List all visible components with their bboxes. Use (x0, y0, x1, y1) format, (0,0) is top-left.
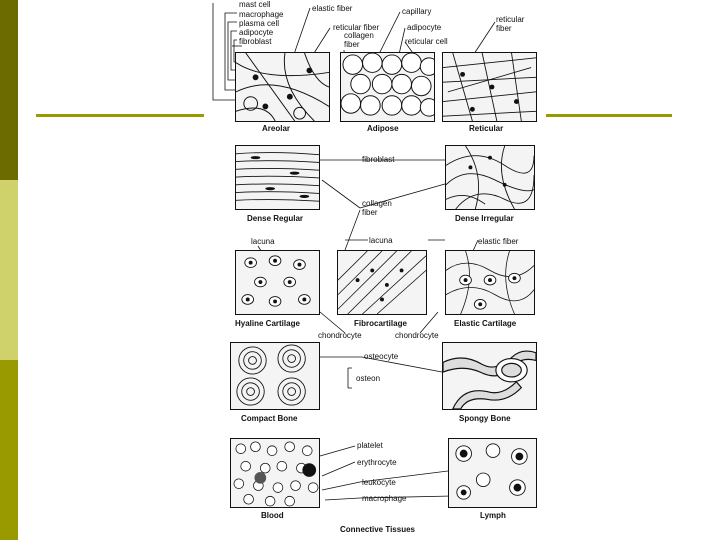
caption-hyaline-cartilage: Hyaline Cartilage (235, 319, 300, 328)
label-elastic-fiber-cartilage: elastic fiber (478, 237, 519, 246)
panel-elastic-cartilage (445, 250, 535, 315)
label-adipocyte: adipocyte (239, 28, 274, 37)
panel-spongy-bone (442, 342, 537, 410)
panel-dense-irregular (445, 145, 535, 210)
label-macrophage: macrophage (239, 10, 284, 19)
label-reticular-cell: reticular cell (405, 37, 448, 46)
caption-elastic-cartilage: Elastic Cartilage (454, 319, 517, 328)
label-osteon: osteon (356, 374, 381, 383)
label-erythrocyte: erythrocyte (357, 458, 397, 467)
label-adipocyte-2: adipocyte (407, 23, 442, 32)
label-lacuna-1: lacuna (251, 237, 275, 246)
label-collagen-fiber-top: collagen fiber (344, 31, 374, 49)
label-lacuna-2: lacuna (369, 236, 393, 245)
label-collagen-fiber-mid: collagen fiber (362, 199, 392, 217)
label-platelet: platelet (357, 441, 383, 450)
label-mast-cell: mast cell (239, 0, 271, 9)
panel-blood (230, 438, 320, 508)
label-fibroblast-bracket: fibroblast (239, 37, 272, 46)
label-elastic-fiber: elastic fiber (312, 4, 353, 13)
panel-dense-regular (235, 145, 320, 210)
caption-reticular: Reticular (469, 124, 504, 133)
panel-fibrocartilage (337, 250, 427, 315)
label-fibroblast: fibroblast (362, 155, 395, 164)
label-chondrocyte-1: chondrocyte (318, 331, 362, 340)
label-chondrocyte-2: chondrocyte (395, 331, 439, 340)
label-leukocyte: leukocyte (362, 478, 396, 487)
panel-hyaline-cartilage (235, 250, 320, 315)
label-plasma-cell: plasma cell (239, 19, 280, 28)
caption-areolar: Areolar (262, 124, 291, 133)
caption-lymph: Lymph (480, 511, 506, 520)
label-macrophage-2: macrophage (362, 494, 407, 503)
panel-reticular (442, 52, 537, 122)
panel-areolar (235, 52, 330, 122)
caption-spongy-bone: Spongy Bone (459, 414, 511, 423)
label-reticular-fiber-2: reticular fiber (496, 15, 525, 33)
panel-lymph (448, 438, 537, 508)
label-reticular-fiber: reticular fiber (333, 23, 380, 32)
panel-compact-bone (230, 342, 320, 410)
label-capillary: capillary (402, 7, 432, 16)
caption-dense-regular: Dense Regular (247, 214, 304, 223)
caption-fibrocartilage: Fibrocartilage (354, 319, 407, 328)
caption-dense-irregular: Dense Irregular (455, 214, 514, 223)
figure-title: Connective Tissues (340, 525, 415, 534)
panel-adipose (340, 52, 435, 122)
label-osteocyte: osteocyte (364, 352, 399, 361)
caption-blood: Blood (261, 511, 284, 520)
caption-adipose: Adipose (367, 124, 399, 133)
caption-compact-bone: Compact Bone (241, 414, 298, 423)
